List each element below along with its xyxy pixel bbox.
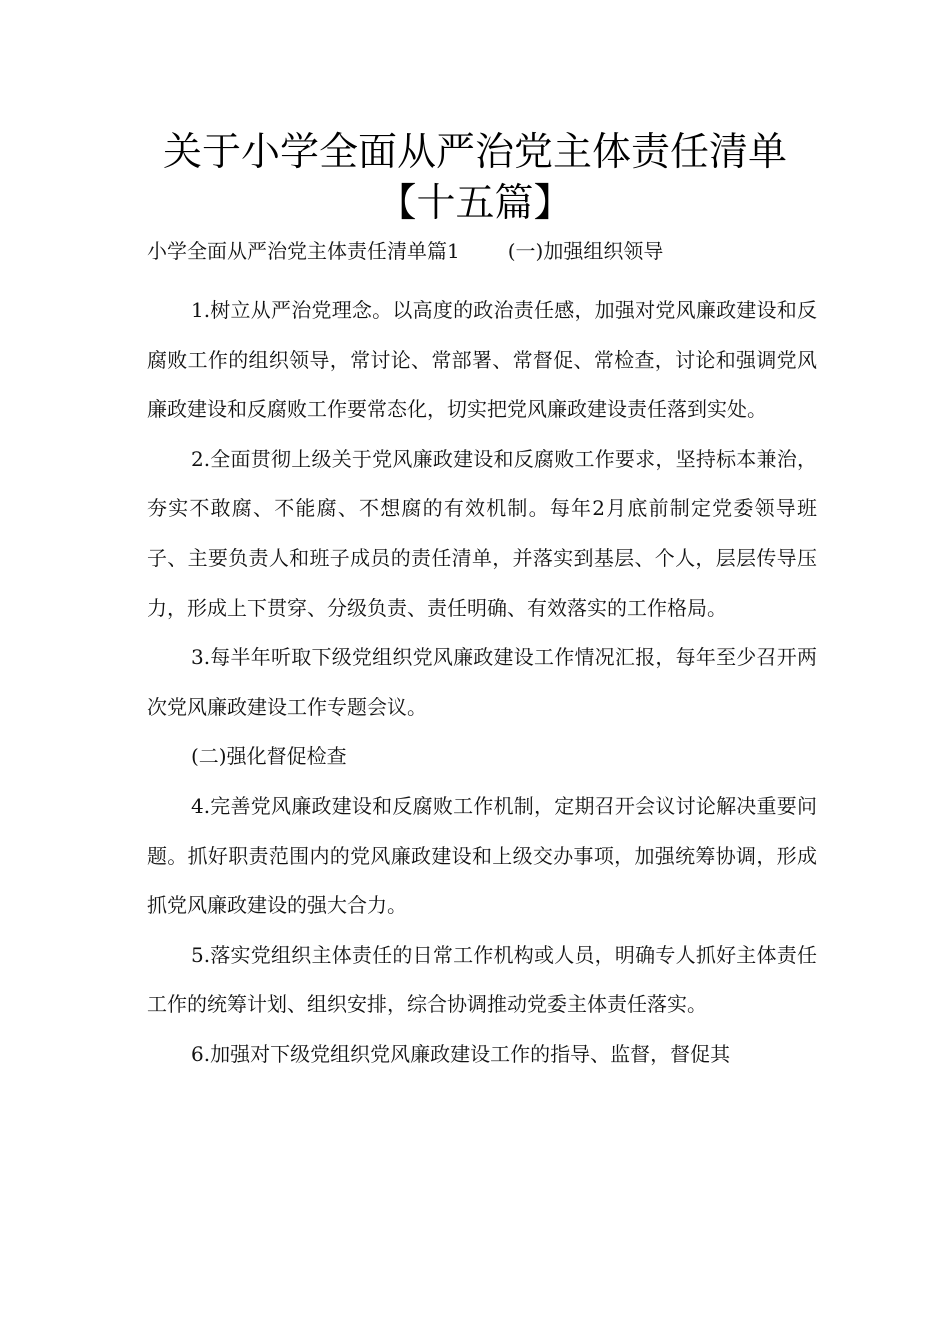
paragraph-5: 5.落实党组织主体责任的日常工作机构或人员，明确专人抓好主体责任工作的统筹计划、组织安排，综合协调推动党委主体责任落实。 xyxy=(147,942,817,1017)
document-subtitle: 小学全面从严治党主体责任清单篇1 xyxy=(147,239,460,263)
document-title-line-1: 关于小学全面从严治党主体责任清单 xyxy=(162,130,787,175)
paragraph-3: 3.每半年听取下级党组织党风廉政建设工作情况汇报，每年至少召开两次党风廉政建设工作专题会议。 xyxy=(147,645,817,719)
subtitle-line xyxy=(147,236,663,266)
paragraph-4: 4.完善党风廉政建设和反腐败工作机制，定期召开会议讨论解决重要问题。抓好职责范围内的党风廉政建设和上级交办事项，加强统筹协调，形成抓党风廉政建设的强大合力。 xyxy=(147,793,817,918)
section-heading-2: (二)强化督促检查 xyxy=(191,744,347,769)
paragraph-6: 6.加强对下级党组织党风廉政建设工作的指导、监督，督促其 xyxy=(191,1041,731,1066)
paragraph-2: 2.全面贯彻上级关于党风廉政建设和反腐败工作要求，坚持标本兼治，夯实不敢腐、不能腐、不想腐的有效机制。每年2月底前制定党委领导班子、主要负责人和班子成员的责任清单，并落实到基层、个人，层层传导压力，形成上下贯穿、分级负责、责任明确、有效落实的工作格局。 xyxy=(147,446,817,620)
section-heading-1: (一)加强组织领导 xyxy=(507,239,664,263)
paragraph-1: 1.树立从严治党理念。以高度的政治责任感，加强对党风廉政建设和反腐败工作的组织领导，常讨论、常部署、常督促、常检查，讨论和强调党风廉政建设和反腐败工作要常态化，切实把党风廉政建设责任落到实处。 xyxy=(147,298,817,422)
document-title-line-2: 【十五篇】 xyxy=(377,181,573,226)
document-body xyxy=(147,286,817,1080)
